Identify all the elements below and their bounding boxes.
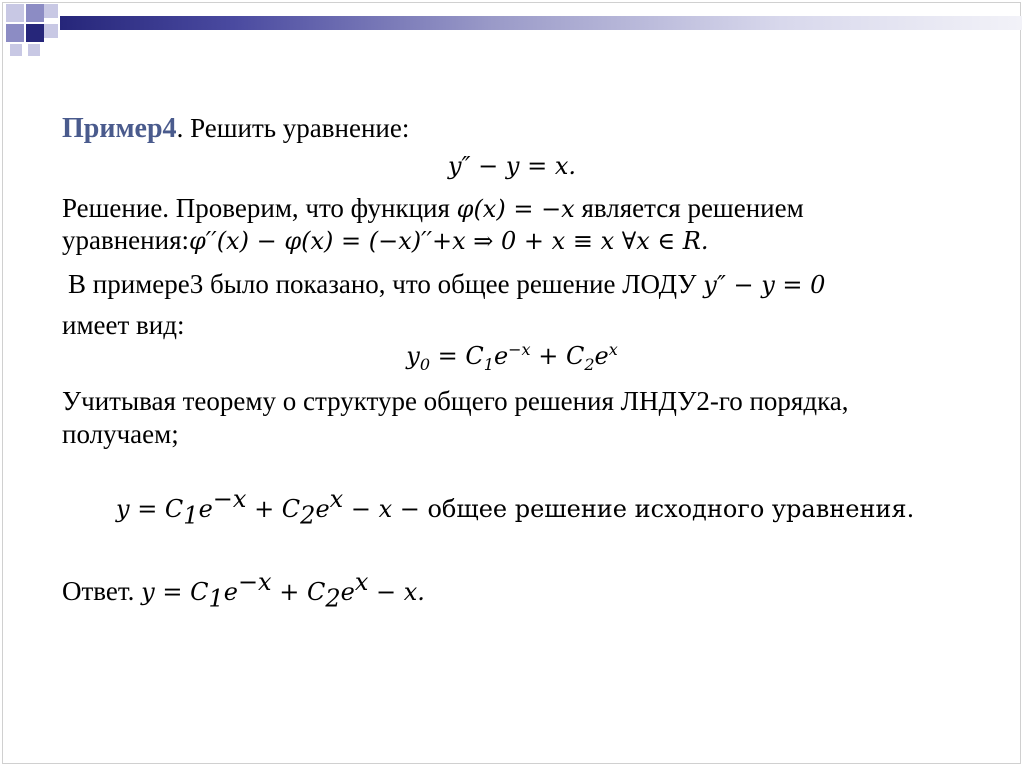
decor-square (6, 4, 24, 22)
ans-exp1: −x (237, 568, 272, 596)
decor-square (6, 24, 24, 42)
header-gradient-bar (60, 16, 1022, 30)
decor-square (26, 4, 44, 22)
example3-text: В примере3 было показано, что общее решение ЛОДУ (68, 269, 704, 299)
solution-text-1: Решение. Проверим, что функция (62, 193, 457, 223)
y0-e1: e (493, 342, 509, 370)
y0-c: = C (430, 342, 484, 370)
ans-e2: e (340, 578, 355, 606)
decor-square (26, 24, 44, 42)
y0-sub: 0 (419, 354, 431, 374)
ans-tail: − x. (368, 578, 425, 606)
gen-e2: e (315, 495, 330, 523)
theorem-text-1: Учитывая теорему о структуре общего решения ЛНДУ2-го порядка, (62, 386, 849, 416)
lodu-equation: y″ − y = 0 (703, 271, 826, 299)
y0-exp2: x (608, 340, 618, 359)
solution-line-2 (62, 224, 708, 257)
theorem-line-1 (62, 385, 849, 417)
gen-tail: − x − (343, 495, 428, 523)
example-title (62, 112, 409, 145)
gen-c2: 2 (300, 501, 316, 530)
decor-square (28, 44, 40, 56)
gen-exp2: x (329, 485, 344, 513)
decor-square (44, 24, 58, 38)
equation-main (0, 150, 1024, 182)
gen-text: общее решение исходного уравнения. (427, 495, 915, 523)
solution-text-2: уравнения: (62, 225, 189, 255)
ans-y: y = C (141, 578, 209, 606)
ans-c2: 2 (325, 584, 341, 613)
y0-c2: 2 (584, 354, 595, 374)
decor-square (44, 4, 58, 18)
theorem-text-2: получаем; (62, 419, 179, 449)
example-task: . Решить уравнение: (176, 113, 410, 143)
example3-reference (68, 268, 825, 301)
y0-exp1: −x (508, 340, 531, 359)
y0-c1: 1 (483, 354, 494, 374)
gen-y: y = C (116, 495, 184, 523)
solution-line-1 (62, 192, 804, 225)
phi-definition: φ(x) = −x (456, 195, 575, 223)
general-solution (116, 485, 915, 530)
phi-check: φ′′(x) − φ(x) = (−x)′′+x ⇒ 0 + x ≡ x ∀x ∈ R. (188, 227, 709, 255)
ans-plus: + C (271, 578, 326, 606)
y0-plus: + C (530, 342, 585, 370)
ans-exp2: x (354, 568, 369, 596)
theorem-line-2 (62, 418, 179, 450)
gen-c1: 1 (183, 501, 199, 530)
decor-square (10, 44, 22, 56)
answer-line (62, 568, 425, 613)
ans-c1: 1 (208, 584, 224, 613)
gen-plus: + C (246, 495, 301, 523)
equation-main-text: y″ − y = x. (448, 152, 576, 180)
y0-formula (0, 340, 1024, 372)
example-label: Пример4 (62, 113, 177, 144)
has-form-text: имеет вид: (62, 310, 185, 340)
gen-exp1: −x (212, 485, 247, 513)
y0-e2: e (594, 342, 609, 370)
solution-text-1b: является решением (574, 193, 804, 223)
has-form-line (62, 309, 185, 341)
ans-e1: e (223, 578, 238, 606)
y0-y: y (406, 342, 420, 370)
gen-e1: e (198, 495, 213, 523)
answer-label: Ответ. (62, 576, 142, 606)
